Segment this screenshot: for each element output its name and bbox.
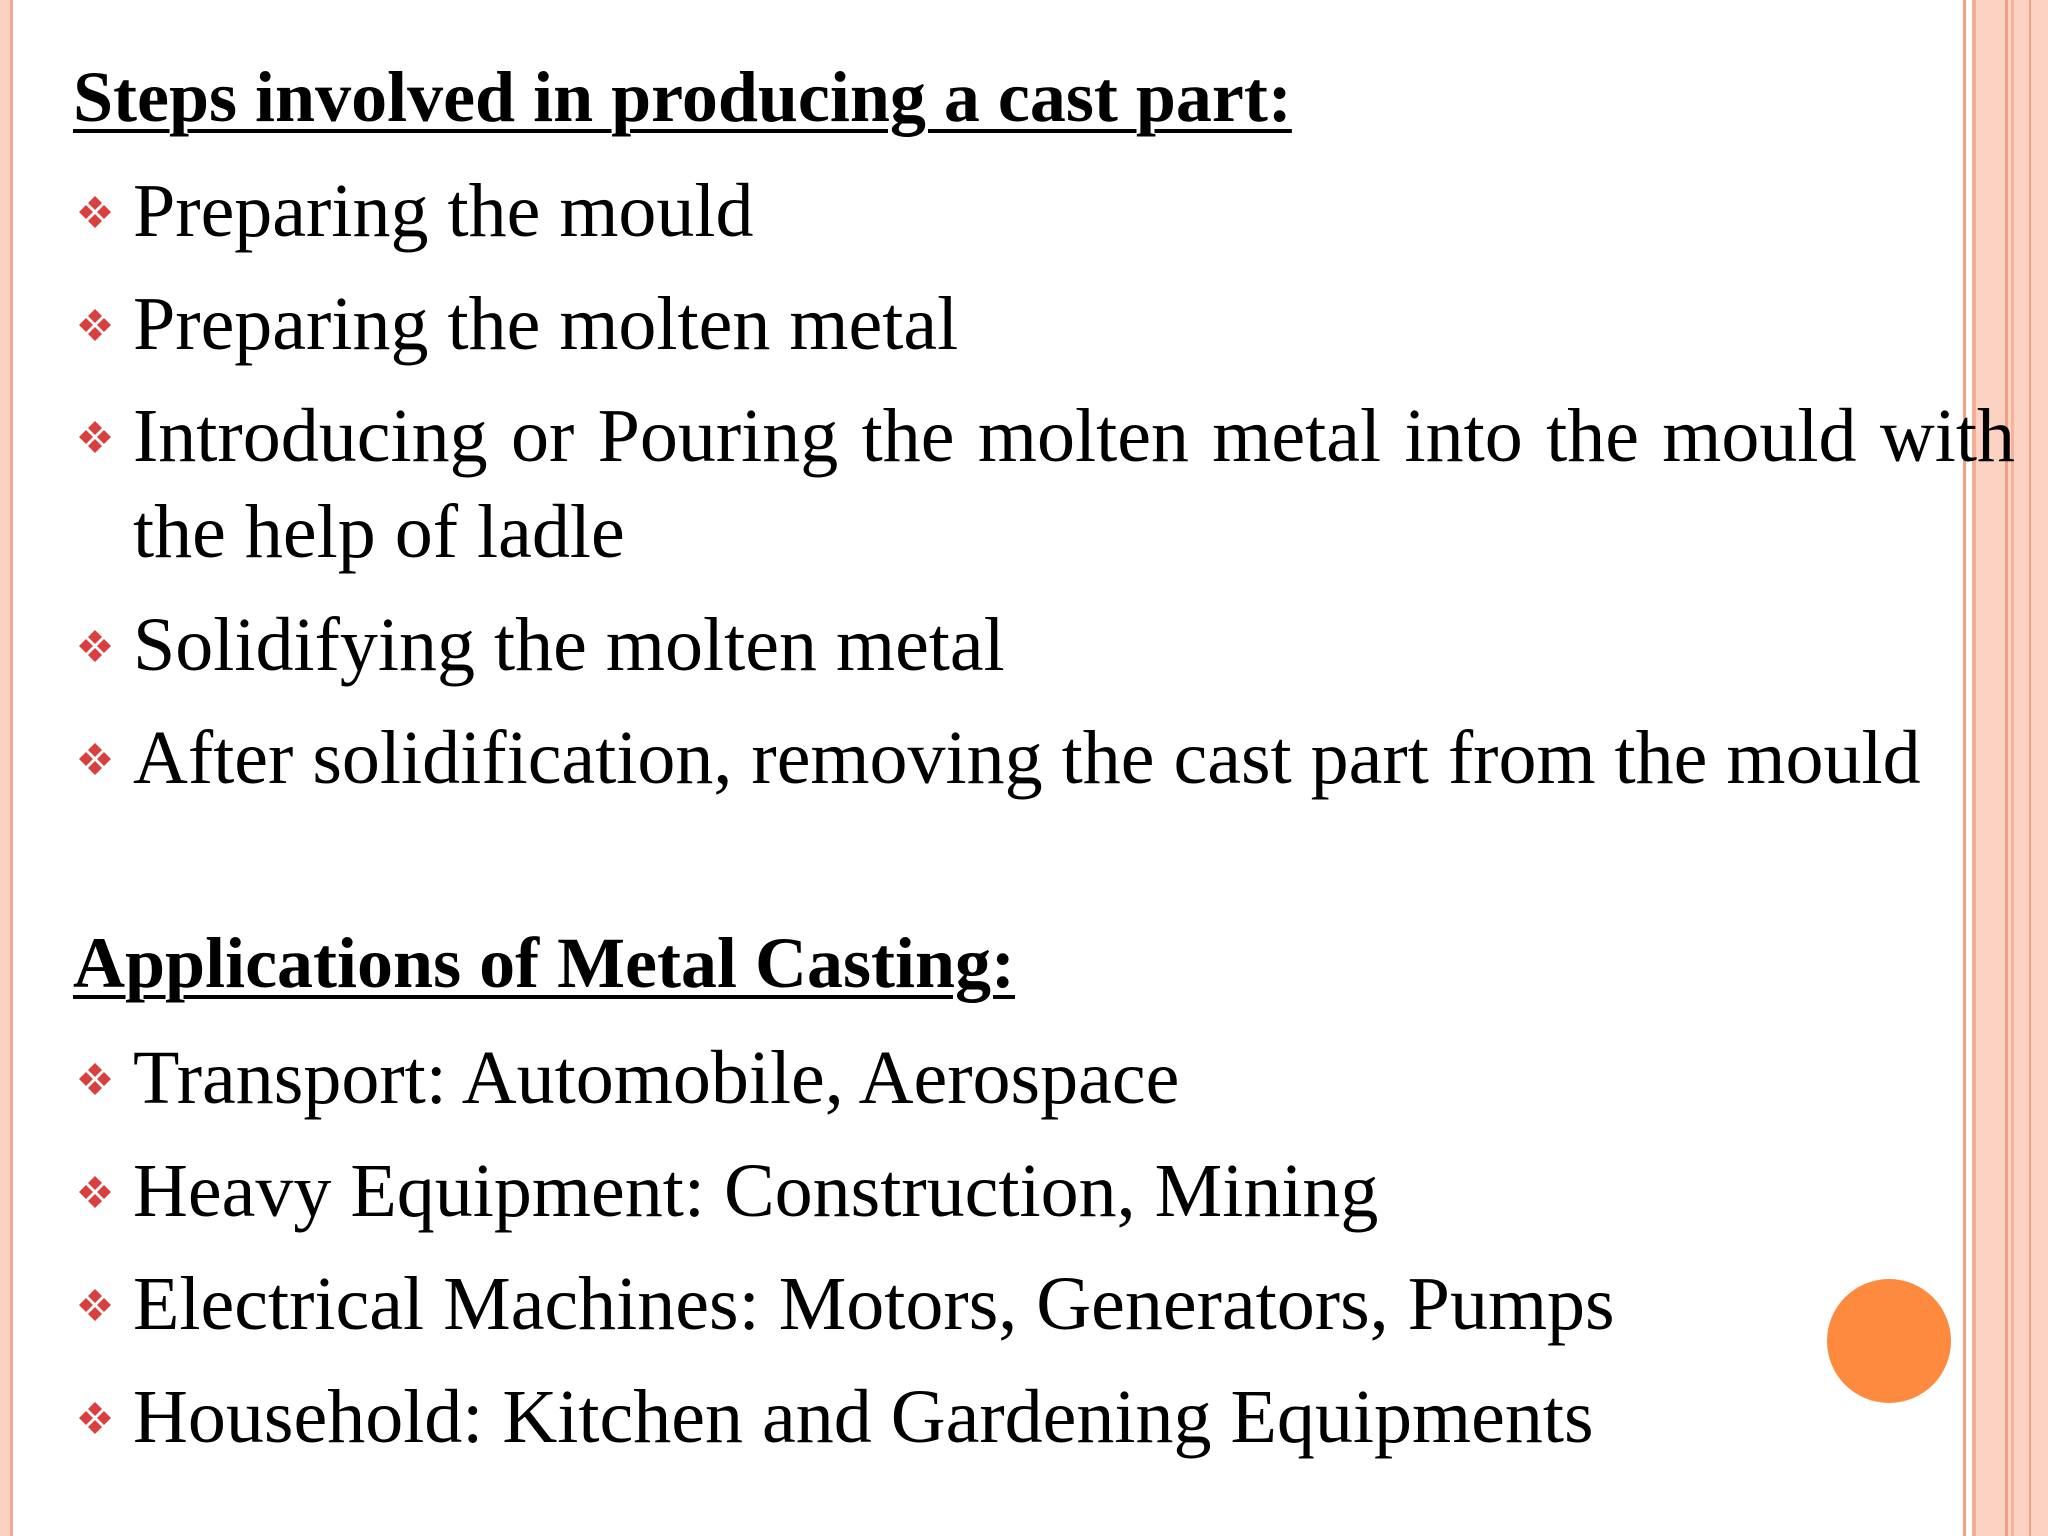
diamond-bullet-icon: [73, 624, 117, 668]
list-item-text: Preparing the molten metal: [133, 282, 959, 366]
list-item-text: Transport: Automobile, Aerospace: [133, 1036, 1180, 1120]
diamond-bullet-icon: [73, 1283, 117, 1327]
list-item-text: After solidification, removing the cast part from the mould: [133, 716, 1921, 800]
steps-heading: Steps involved in producing a cast part:: [73, 57, 1292, 137]
list-item-text: Electrical Machines: Motors, Generators, Pumps: [133, 1262, 1615, 1346]
orange-circle-decoration: [1827, 1279, 1951, 1403]
list-item-text: Preparing the mould: [133, 169, 754, 253]
list-item-text: Heavy Equipment: Construction, Mining: [133, 1149, 1379, 1233]
diamond-bullet-icon: [73, 415, 117, 459]
diamond-bullet-icon: [73, 1170, 117, 1214]
diamond-bullet-icon: [73, 190, 117, 234]
list-item-text: Household: Kitchen and Gardening Equipments: [133, 1375, 1594, 1459]
diamond-bullet-icon: [73, 737, 117, 781]
diamond-bullet-icon: [73, 1396, 117, 1440]
diamond-bullet-icon: [73, 303, 117, 347]
diamond-bullet-icon: [73, 1057, 117, 1101]
list-item-text: Solidifying the molten metal: [133, 603, 1005, 687]
applications-heading: Applications of Metal Casting:: [73, 923, 1015, 1003]
list-item-text: Introducing or Pouring the molten metal into the mould with the help of ladle: [133, 394, 2015, 574]
